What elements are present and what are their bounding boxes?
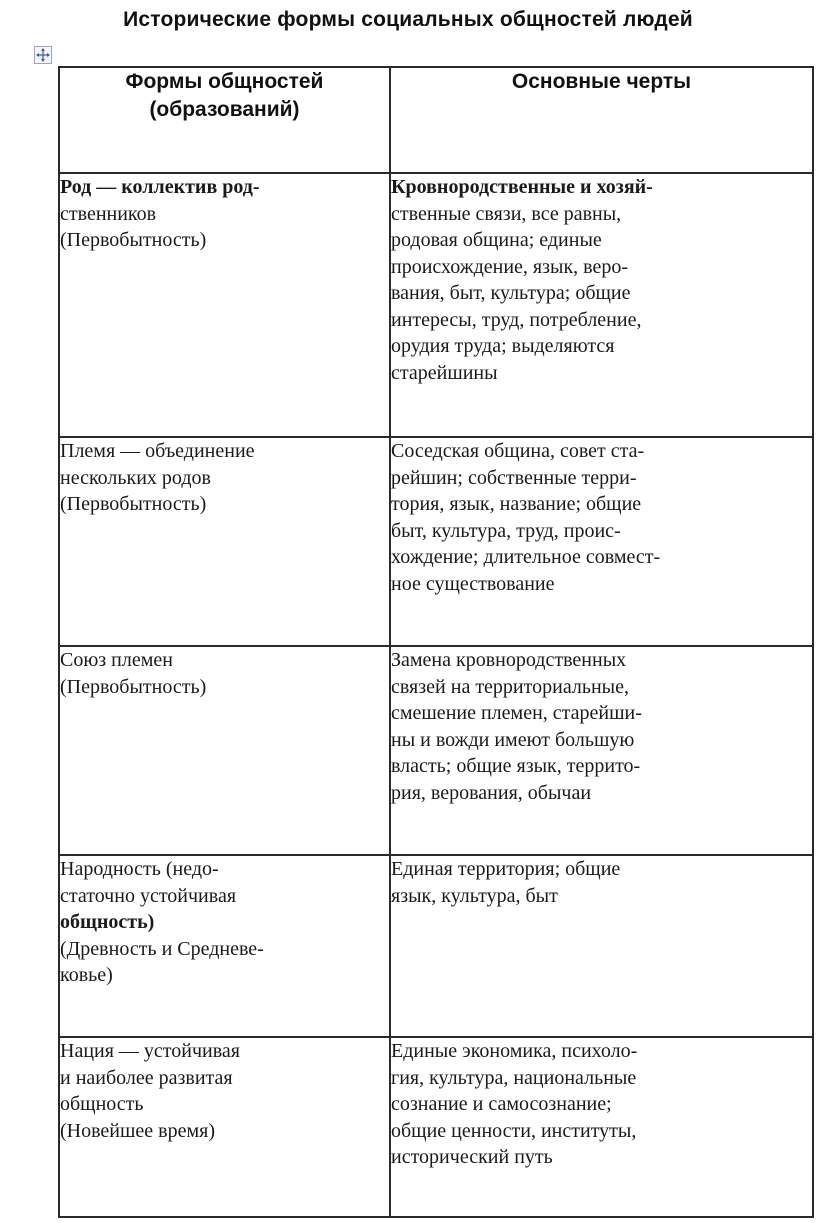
traits-line: власть; общие язык, террито- (391, 755, 641, 777)
form-line: нескольких родов (60, 466, 211, 489)
move-arrows-icon (35, 47, 51, 63)
traits-line: родовая община; единые (391, 229, 602, 251)
traits-line: ственные связи, все равны, (391, 202, 622, 225)
form-line: (Первобытность) (60, 493, 207, 515)
social-forms-table (58, 66, 814, 1218)
traits-line: гия, культура, национальные (391, 1066, 637, 1089)
header-forms-line: Формы общностей (125, 70, 324, 93)
traits-line: хождение; длительное совмест- (391, 546, 661, 568)
form-line: Род — коллектив род- (60, 176, 260, 198)
form-line: Союз племен (60, 649, 173, 671)
table-row (59, 646, 813, 855)
traits-line: быт, культура, труд, проис- (391, 519, 621, 542)
traits-line: ны и вожди имеют большую (391, 728, 635, 751)
table-row (59, 1037, 813, 1217)
traits-line: вания, быт, культура; общие (391, 282, 631, 304)
form-line: Нация — устойчивая (60, 1040, 240, 1062)
traits-line: Соседская община, совет ста- (391, 440, 645, 462)
form-line: (Первобытность) (60, 675, 207, 698)
traits-line: Единые экономика, психоло- (391, 1040, 638, 1062)
form-cell (59, 437, 390, 646)
traits-line: происхождение, язык, веро- (391, 255, 629, 278)
form-line: (Новейшее время) (60, 1119, 215, 1142)
traits-line: рейшин; собственные терри- (391, 466, 637, 489)
traits-line: общие ценности, институты, (391, 1119, 637, 1142)
form-line: (Первобытность) (60, 229, 207, 251)
traits-line: исторический путь (391, 1146, 553, 1168)
form-cell (59, 855, 390, 1037)
traits-cell (390, 646, 813, 855)
table-row (59, 173, 813, 437)
header-traits: Основные черты (390, 67, 813, 173)
table-move-handle[interactable] (34, 46, 52, 64)
form-line: общность (60, 1093, 144, 1115)
traits-line: смешение племен, старейши- (391, 702, 642, 724)
traits-line: сознание и самосознание; (391, 1093, 612, 1115)
form-line: (Древность и Средневе- (60, 937, 264, 960)
traits-cell (390, 1037, 813, 1217)
form-line: статочно устойчивая (60, 884, 237, 907)
form-line: ковье) (60, 964, 113, 986)
traits-line: связей на территориальные, (391, 675, 629, 698)
traits-line: Кровнородственные и хозяй- (391, 176, 653, 198)
traits-line: ное существование (391, 572, 555, 595)
header-forms-line: (образований) (149, 98, 300, 121)
traits-cell (390, 855, 813, 1037)
form-line: Народность (недо- (60, 858, 219, 880)
table-row (59, 855, 813, 1037)
table-row (59, 437, 813, 646)
form-line: Племя — объединение (60, 440, 255, 462)
traits-cell (390, 173, 813, 437)
document-title: Исторические формы социальных общностей людей (123, 8, 693, 31)
traits-line: Единая территория; общие (391, 858, 621, 880)
form-line: и наиболее развитая (60, 1066, 233, 1089)
form-line: общность) (60, 911, 155, 933)
traits-cell (390, 437, 813, 646)
form-cell (59, 173, 390, 437)
traits-line: интересы, труд, потребление, (391, 308, 642, 331)
header-forms-line (60, 68, 389, 124)
form-cell (59, 1037, 390, 1217)
traits-line: рия, верования, обычаи (391, 781, 592, 804)
traits-line: тория, язык, название; общие (391, 493, 642, 515)
traits-line: язык, культура, быт (391, 884, 558, 907)
form-cell (59, 646, 390, 855)
form-line: ственников (60, 202, 157, 225)
traits-line: Замена кровнородственных (391, 649, 627, 671)
header-forms (59, 67, 390, 173)
traits-line: орудия труда; выделяются (391, 335, 615, 357)
traits-line: старейшины (391, 361, 498, 384)
